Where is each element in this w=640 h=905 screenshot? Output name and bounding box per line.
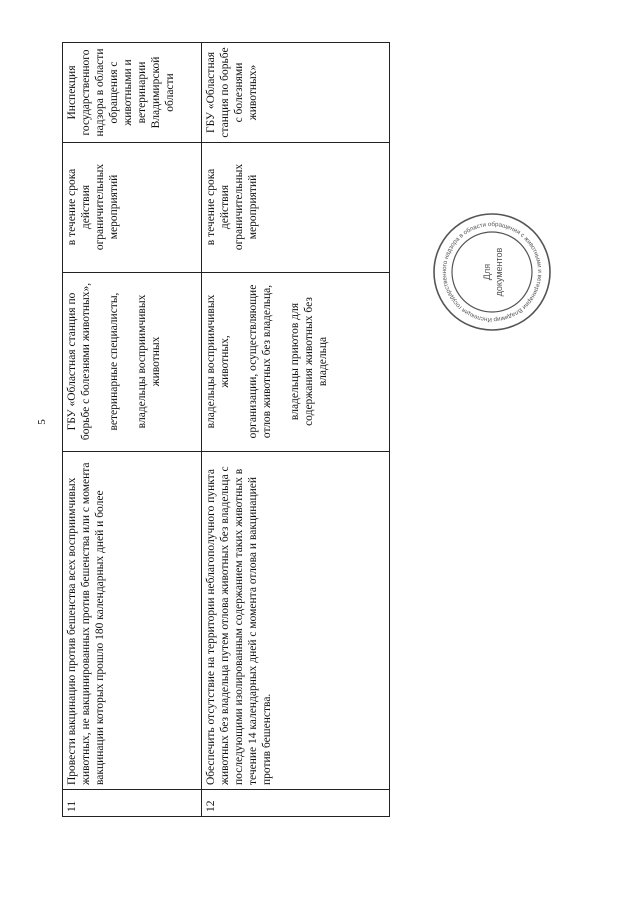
row-12-executors xyxy=(202,272,389,451)
row-11-responsible xyxy=(63,43,201,142)
row-11-executors xyxy=(63,272,201,451)
task-text: Обеспечить отсутствие на территории неблагополучного пункта животных без владельца путем отлова животных без владельца с последующими изолированным содержанием таких животных в течение 14 календарных дней с момента отлова и вакцинацией против бешенства. xyxy=(205,466,274,785)
executor-text: организации, осуществляющие отлов животных без владельца, xyxy=(247,284,274,439)
official-stamp xyxy=(430,210,554,334)
stamp-center-line2: документов xyxy=(494,247,504,297)
task-text: Провести вакцинацию против бешенства всех восприимчивых животных, не вакцинированных против бешенства или с момента вакцинации которых прошло 180 календарных дней и более xyxy=(66,462,107,785)
executor-text: владельцы приютов для содержания животных без владельца xyxy=(289,297,330,426)
row-number-text: 12 xyxy=(205,800,217,812)
responsible-text: ГБУ «Областная станция по борьбе с болезнями животных» xyxy=(205,47,260,138)
term-text: в течение срока действия ограничительных мероприятий xyxy=(66,163,121,251)
stamp-inner-ring xyxy=(452,232,532,312)
stamp-ring-text: Инспекция государственного надзора в области обращения с животными и ветеринарии Владимир xyxy=(440,220,544,324)
executor-text: ГБУ «Областная станция по борьбе с болезнями животных», xyxy=(66,282,93,441)
row-11-number xyxy=(63,789,201,816)
row-12-responsible xyxy=(202,43,389,142)
row-12-term xyxy=(202,142,389,272)
stamp-center-line1: Для xyxy=(482,263,492,281)
executor-text: владельцы восприимчивых животных xyxy=(136,294,163,429)
term-text: в течение срока действия ограничительных мероприятий xyxy=(205,163,260,251)
page-number: 5 xyxy=(36,419,48,425)
executor-text: ветеринарные специалисты, xyxy=(108,292,121,431)
row-12-number xyxy=(202,789,389,816)
executor-text: владельцы восприимчивых животных, xyxy=(205,294,232,429)
row-12-task xyxy=(202,451,389,789)
measures-table xyxy=(62,42,390,817)
row-11-term xyxy=(63,142,201,272)
row-number-text: 11 xyxy=(66,800,78,812)
responsible-text: Инспекция государственного надзора в области обращения с животными и ветеринарии Владимирской области xyxy=(66,48,177,137)
row-11-task xyxy=(63,451,201,789)
